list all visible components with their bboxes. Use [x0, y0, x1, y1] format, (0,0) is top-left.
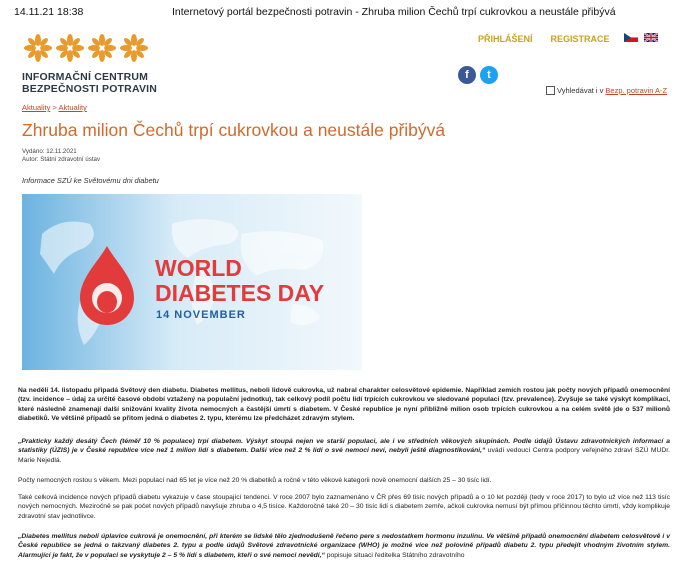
- article-title: Zhruba milion Čechů trpí cukrovkou a neustále přibývá: [22, 120, 446, 140]
- search-scope-label: Vyhledávat i v: [557, 86, 604, 95]
- logo-text-line1: INFORMAČNÍ CENTRUM: [22, 71, 149, 83]
- article-author: Autor: Státní zdravotní ústav: [22, 156, 101, 163]
- breadcrumb: [22, 103, 87, 112]
- paragraph-2-attribution: uvádí vedoucí Centra podpory veřejného zdraví SZÚ MUDr. Marie Nejedlá.: [18, 447, 670, 464]
- paragraph-2-quote: „Prakticky každý desátý Čech (téměř 10 % populace) trpí diabetem. Výskyt stoupá nejen ve starší populaci, ale i ve středních věkových skupinách. Podle údajů Ústavu zdravotnických informací a statistiky (ÚZIS) je v České republice více než 1 milion lidí s diabetem. Další více než 2 % lidí o své nemoci neví, nebyli ještě diagnostikováni,“: [18, 438, 670, 455]
- article-paragraph-2: [18, 437, 670, 465]
- twitter-icon[interactable]: t: [480, 66, 498, 84]
- search-option: [546, 86, 667, 95]
- published-date: Vydáno: 12.11.2021: [22, 148, 77, 155]
- article-paragraph-3: Počty nemocných rostou s věkem. Mezi populací nad 65 let je více než 20 % diabetiků a ročně v této věkové kategorii nově onemocní dalších 25 – 30 tisíc lidí.: [18, 477, 492, 484]
- search-scope-checkbox[interactable]: [546, 86, 555, 95]
- facebook-icon[interactable]: f: [458, 66, 476, 84]
- article-meta: [22, 148, 100, 164]
- world-diabetes-day-banner: [22, 194, 362, 370]
- login-link[interactable]: PŘIHLÁŠENÍ: [478, 34, 533, 44]
- language-switcher: [624, 33, 658, 42]
- article-paragraph-4: Také celková incidence nových případů diabetu vykazuje v čase stoupající tendenci. V roce 2007 bylo zaznamenáno v ČR přes 69 tisíc nových případů a o 10 let později (tedy v roce 2017) to bylo už více než 113 tisíc nových nemocných. Meziročně se pak počet nových případů navyšuje zhruba o 4,5 tisíce. Každoročně také 20 – 30 tisíc lidí s diabetem zemře, ačkoli cukrovka nemusí být přímou příčinnou těchto úmrtí, vždy komplikuje zdravotní stav jednotlivce.: [18, 494, 670, 520]
- article-paragraph-5: [18, 532, 670, 560]
- breadcrumb-item-1[interactable]: Aktuality: [22, 103, 51, 112]
- register-link[interactable]: REGISTRACE: [550, 34, 610, 44]
- social-links: [458, 66, 498, 84]
- flower-logo-icon: [22, 32, 152, 66]
- article-paragraph-1: [18, 386, 670, 424]
- print-document-title: Internetový portál bezpečnosti potravin - Zhruba milion Čechů trpí cukrovkou a neustále přibývá: [172, 6, 616, 18]
- paragraph-5-quote: „Diabetes mellitus neboli úplavice cukrová je onemocnění, při kterém se lidské tělo zjednodušeně řečeno pere s nedostatkem hormonu inzulinu. Ve většině případů onemocnění diabetem celosvětově i v České republice se jedná o takzvaný diabetes 2. typu a podle údajů Světové zdravotnické organizace (WHO) je možné více než polovině případů diabetu 2. typu předejít vhodným životním stylem. Alarmující je fakt, že v populaci se vyskytuje 2 – 5 % lidí s diabetem, kteří o své nemoci nevědí,“: [18, 533, 670, 559]
- top-nav: [478, 34, 610, 44]
- site-logo[interactable]: [22, 32, 182, 95]
- logo-text-line2: BEZPEČNOSTI POTRAVIN: [22, 83, 158, 95]
- banner-title-line1: WORLD: [155, 255, 242, 281]
- breadcrumb-separator: >: [50, 103, 59, 112]
- search-scope-link[interactable]: Bezp. potravin A-Z: [605, 86, 668, 95]
- czech-flag-icon[interactable]: [624, 33, 638, 42]
- article-intro: Informace SZÚ ke Světovému dni diabetu: [22, 176, 159, 185]
- paragraph-5-attribution: popisuje situaci ředitelka Státního zdravotního: [324, 551, 465, 559]
- paragraph-1-lead: Na neděli 14. listopadu připadá Světový den diabetu: [18, 387, 187, 394]
- paragraph-1-body: . Diabetes mellitus, neboli lidově cukrovka, už nabral charakter celosvětové epidemie. Například zemích rostou jak počty nových případů onemocnění (tzv. incidence – údaj za určité časové období vztažený na populační jednotku), tak celkový podíl počtu lidí trpících cukrovkou ve sledované populaci (tzv. prevalence). Zvyšuje se také výskyt komplikací, které následně znamenají další snižování kvality života nemocných a častější úmrtí s diabetem. V České republice je nyní přibližně milion osob trpících cukrovkou a na celém světě jde o 537 milionů diabetiků. Ve většině případů se přitom jedná o diabetes 2. typu, kterému lze předcházet zdravým stylem.: [18, 387, 670, 423]
- print-timestamp: 14.11.21 18:38: [14, 6, 84, 18]
- banner-date: 14 NOVEMBER: [156, 309, 246, 321]
- banner-title-line2: DIABETES DAY: [155, 280, 325, 306]
- uk-flag-icon[interactable]: [644, 33, 658, 42]
- breadcrumb-item-2[interactable]: Aktuality: [58, 103, 87, 112]
